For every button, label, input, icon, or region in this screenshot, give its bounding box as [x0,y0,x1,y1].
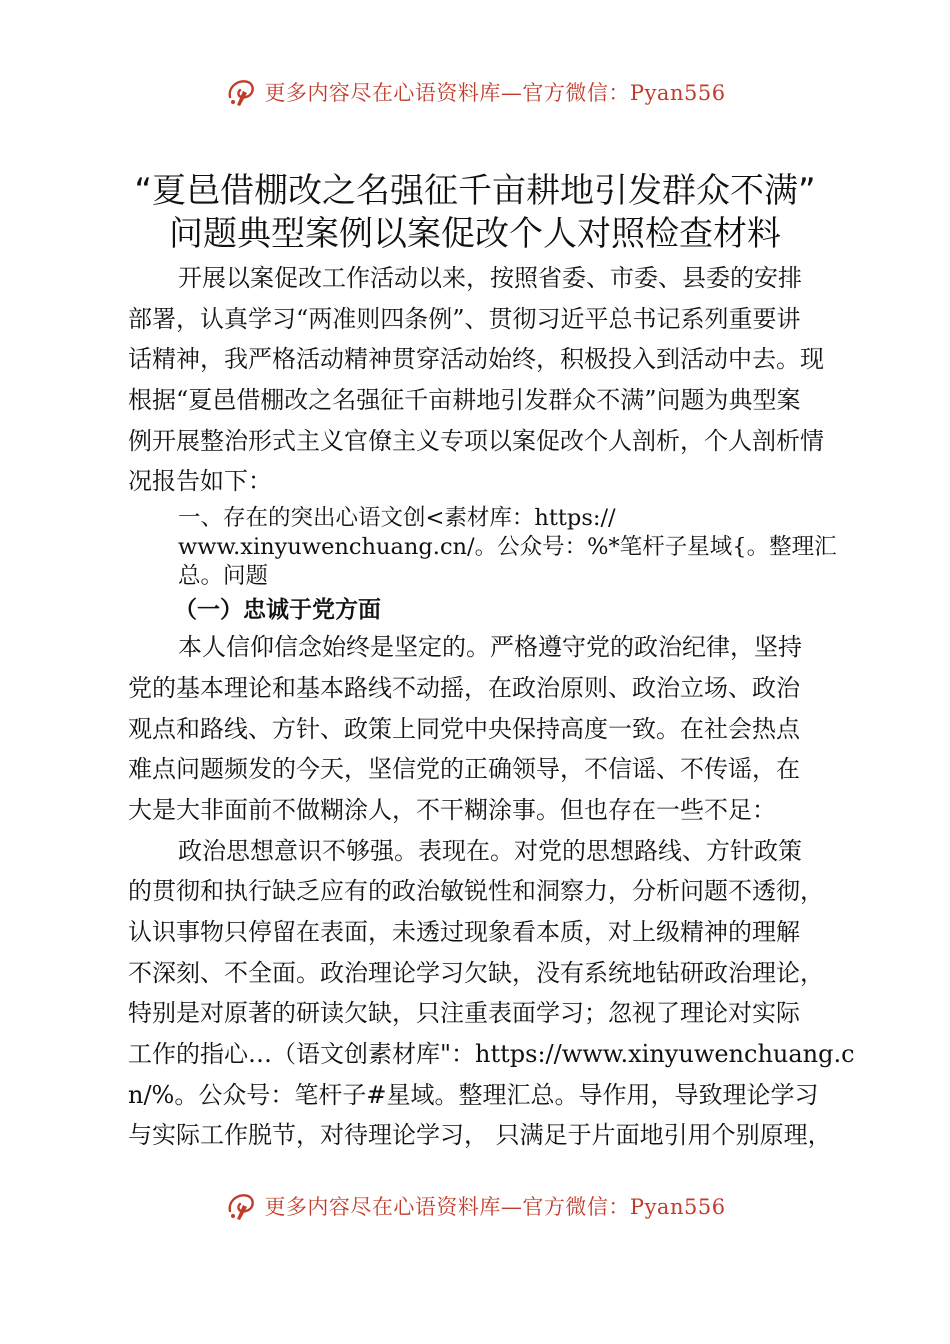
watermark-text: 更多内容尽在心语资料库—官方微信：Pyan556 [264,1195,726,1219]
pen-nib-swirl-icon [224,75,258,109]
text-line: 本人信仰信念始终是坚定的。严格遵守党的政治纪律，坚持 [178,633,802,662]
text-line: 党的基本理论和基本路线不动摇，在政治原则、政治立场、政治 [128,673,800,702]
text-line: 不深刻、不全面。政治理论学习欠缺，没有系统地钻研政治理论， [128,958,824,987]
document-title-line-2: 问题典型案例以案促改个人对照检查材料 [169,214,781,254]
text-line: 例开展整治形式主义官僚主义专项以案促改个人剖析，个人剖析情 [128,426,824,455]
text-line: n/%。公众号：笔杆子#星域。整理汇总。导作用，导致理论学习 [128,1080,819,1109]
section-heading-1 [128,504,866,591]
text-line: 开展以案促改工作活动以来，按照省委、市委、县委的安排 [178,264,802,292]
text-line: www.xinyuwenchuang.cn/。公众号：%*笔杆子星域{。整理汇 [178,534,837,561]
text-line: 的贯彻和执行缺乏应有的政治敏锐性和洞察力，分析问题不透彻， [128,877,824,906]
paragraph-political-awareness [128,831,866,1157]
document-body [128,258,866,1156]
text-line: 认识事物只停留在表面，未透过现象看本质，对上级精神的理解 [128,917,800,946]
text-line: 一、存在的突出心语文创<素材库：https:// [178,505,616,532]
text-line: 话精神，我严格活动精神贯穿活动始终，积极投入到活动中去。现 [128,345,824,374]
text-line: 政治思想意识不够强。表现在。对党的思想路线、方针政策 [178,836,802,865]
text-line: 观点和路线、方针、政策上同党中央保持高度一致。在社会热点 [128,714,800,743]
text-line: 况报告如下： [128,467,272,496]
text-line: 大是大非面前不做糊涂人，不干糊涂事。但也存在一些不足： [128,795,776,824]
text-line: 部署，认真学习“两准则四条例”、贯彻习近平总书记系列重要讲 [128,304,801,333]
footer-watermark [0,1186,950,1226]
watermark-text: 更多内容尽在心语资料库—官方微信：Pyan556 [264,81,726,105]
text-line: 难点问题频发的今天，坚信党的正确领导，不信谣、不传谣，在 [128,755,800,784]
paragraph-loyalty [128,627,866,830]
text-line: 工作的指心…（语文创素材库"：https://www.xinyuwenchuang.c [128,1040,855,1068]
text-line: 总。问题 [178,563,269,590]
document-title-line-1: “夏邑借棚改之名强征千亩耕地引发群众不满” [134,171,816,211]
intro-paragraph [128,258,866,502]
subheading-loyalty: （一）忠诚于党方面 [174,597,381,624]
text-line: 特别是对原著的研读欠缺，只注重表面学习；忽视了理论对实际 [128,999,800,1028]
pen-nib-swirl-icon [224,1189,258,1223]
text-line: 与实际工作脱节，对待理论学习， 只满足于片面地引用个别原理， [128,1121,832,1150]
text-line: 根据“夏邑借棚改之名强征千亩耕地引发群众不满”问题为典型案 [128,386,801,415]
header-watermark [0,72,950,112]
